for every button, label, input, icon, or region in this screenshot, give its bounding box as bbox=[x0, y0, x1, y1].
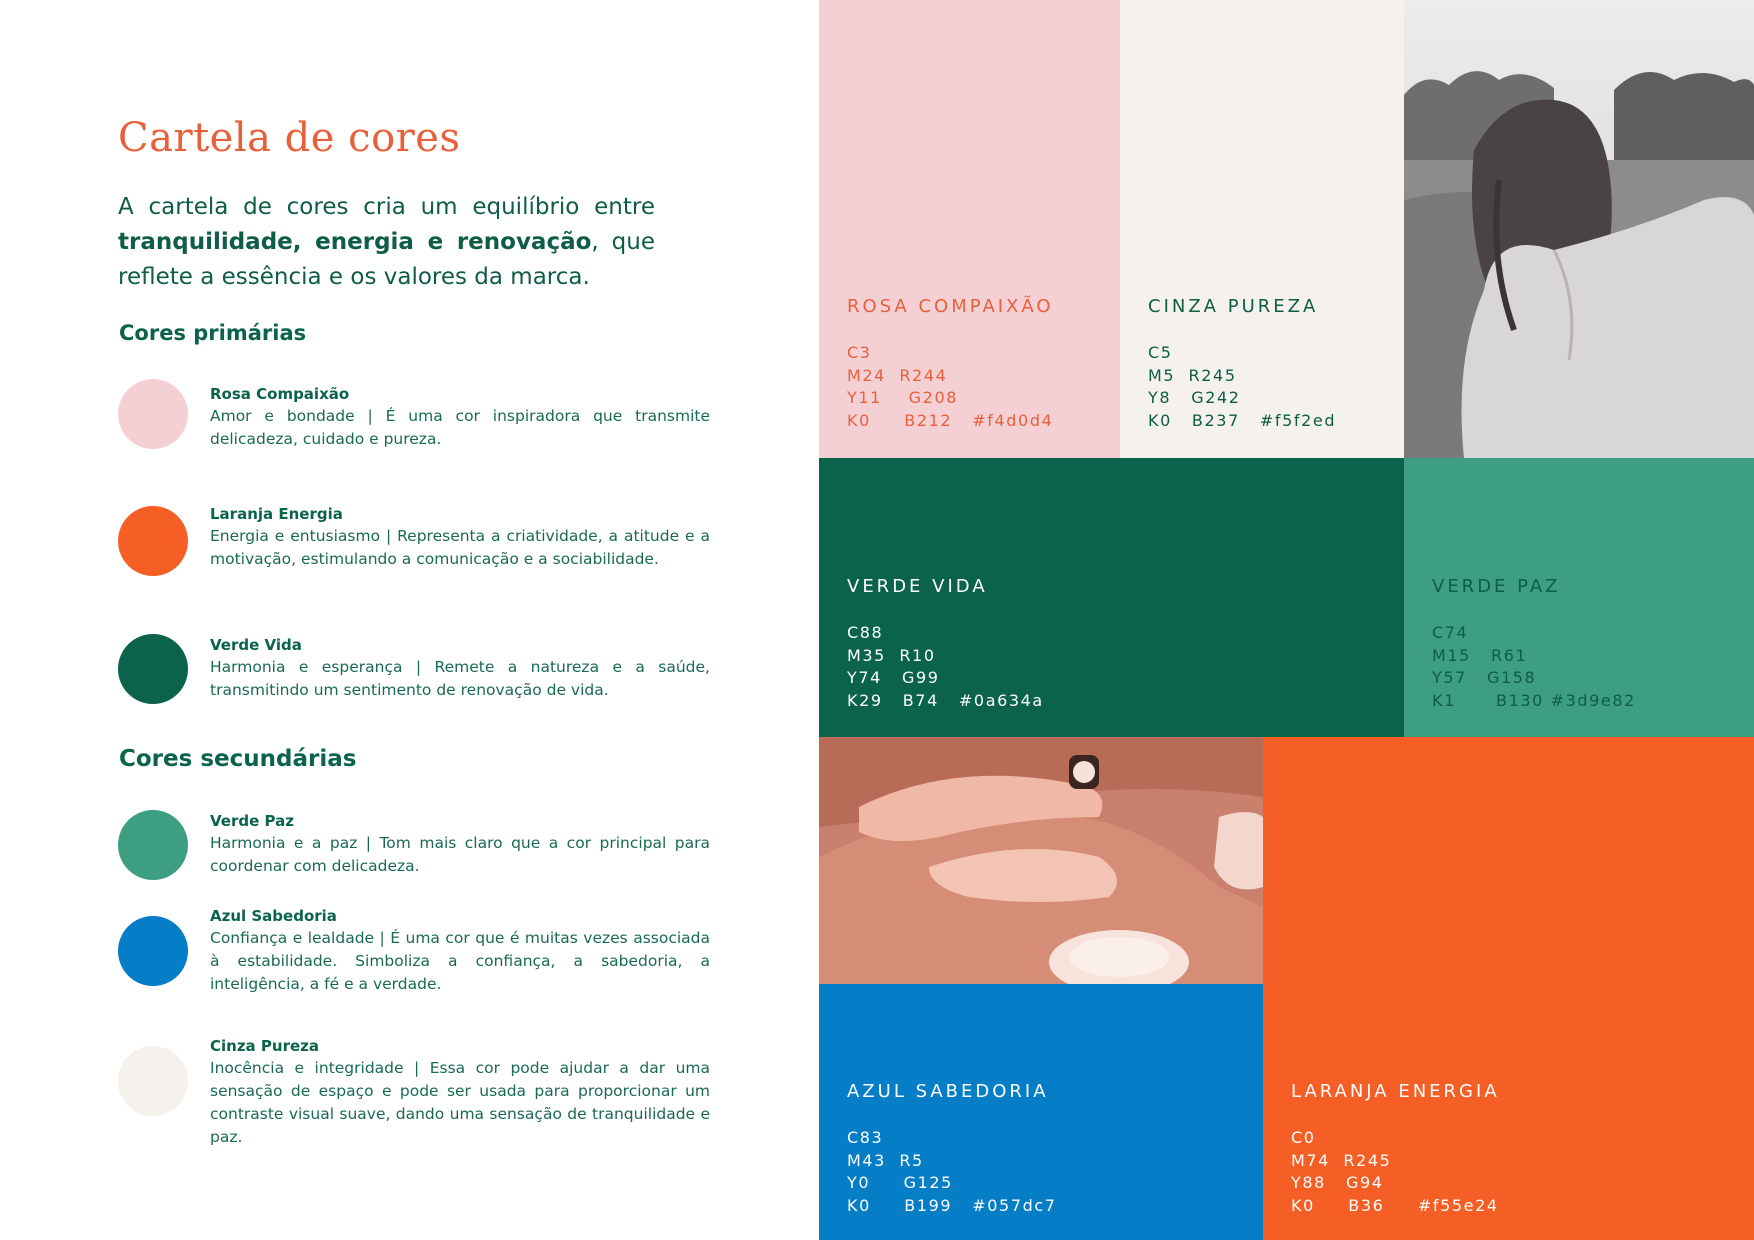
color-item-text bbox=[210, 383, 710, 451]
color-block-codes: C74 M15 R61 Y57 G158 K1 B130 #3d9e82 bbox=[1432, 623, 1636, 710]
intro-prefix: A cartela de cores cria um equilíbrio entre bbox=[118, 194, 655, 220]
intro-bold: tranquilidade, energia e renovação bbox=[118, 229, 592, 255]
color-name: Laranja Energia bbox=[210, 505, 343, 523]
left-panel bbox=[0, 0, 819, 1240]
color-block-cinza-pureza bbox=[1120, 0, 1404, 458]
color-block-verde-paz bbox=[1404, 458, 1754, 737]
color-block-codes: C5 M5 R245 Y8 G242 K0 B237 #f5f2ed bbox=[1148, 343, 1337, 430]
color-block-rosa-compaixao bbox=[819, 0, 1120, 458]
secondary-colors-heading: Cores secundárias bbox=[119, 746, 357, 772]
color-block-label: LARANJA ENERGIA bbox=[1291, 1081, 1500, 1102]
color-description: Energia e entusiasmo | Representa a criatividade, a atitude e a motivação, estimulando a comunicação e a sociabilidade. bbox=[210, 527, 710, 568]
color-block-laranja-energia bbox=[1263, 737, 1754, 1240]
color-description: Harmonia e esperança | Remete a natureza e a saúde, transmitindo um sentimento de renovação de vida. bbox=[210, 658, 710, 699]
color-block-label: AZUL SABEDORIA bbox=[847, 1081, 1049, 1102]
color-block-label: ROSA COMPAIXÃO bbox=[847, 296, 1054, 317]
swatch-verde-paz bbox=[118, 810, 188, 880]
photo-holding-hands-illustration bbox=[819, 737, 1263, 984]
intro-suffix: , que reflete a essência e os valores da marca. bbox=[118, 229, 655, 290]
page-title: Cartela de cores bbox=[118, 115, 461, 161]
color-block-azul-sabedoria bbox=[819, 984, 1263, 1240]
color-block-label: CINZA PUREZA bbox=[1148, 296, 1319, 317]
color-name: Cinza Pureza bbox=[210, 1037, 319, 1055]
color-description: Harmonia e a paz | Tom mais claro que a cor principal para coordenar com delicadeza. bbox=[210, 834, 710, 875]
color-item-text bbox=[210, 1035, 710, 1149]
intro-paragraph bbox=[118, 190, 655, 295]
color-block-codes: C3 M24 R244 Y11 G208 K0 B212 #f4d0d4 bbox=[847, 343, 1054, 430]
photo-woman-field bbox=[1404, 0, 1754, 458]
photo-holding-hands bbox=[819, 737, 1263, 984]
photo-woman-field-illustration bbox=[1404, 0, 1754, 458]
color-description: Inocência e integridade | Essa cor pode ajudar a dar uma sensação de espaço e pode ser usada para proporcionar um contraste visual suave, dando uma sensação de tranquilidade e paz. bbox=[210, 1059, 710, 1146]
color-item-text bbox=[210, 634, 710, 702]
color-block-label: VERDE VIDA bbox=[847, 576, 988, 597]
color-name: Verde Vida bbox=[210, 636, 302, 654]
color-name: Verde Paz bbox=[210, 812, 294, 830]
swatch-cinza-pureza bbox=[118, 1046, 188, 1116]
color-item-text bbox=[210, 503, 710, 571]
color-block-verde-vida bbox=[819, 458, 1404, 737]
swatch-verde-vida bbox=[118, 634, 188, 704]
color-block-label: VERDE PAZ bbox=[1432, 576, 1561, 597]
swatch-laranja-energia bbox=[118, 506, 188, 576]
color-block-codes: C88 M35 R10 Y74 G99 K29 B74 #0a634a bbox=[847, 623, 1044, 710]
primary-colors-heading: Cores primárias bbox=[119, 321, 307, 345]
color-name: Rosa Compaixão bbox=[210, 385, 350, 403]
color-description: Confiança e lealdade | É uma cor que é muitas vezes associada à estabilidade. Simboliza a confiança, a sabedoria, a inteligência, a fé e a verdade. bbox=[210, 929, 710, 993]
color-name: Azul Sabedoria bbox=[210, 907, 337, 925]
color-block-codes: C0 M74 R245 Y88 G94 K0 B36 #f55e24 bbox=[1291, 1128, 1499, 1215]
color-block-codes: C83 M43 R5 Y0 G125 K0 B199 #057dc7 bbox=[847, 1128, 1057, 1215]
color-item-text bbox=[210, 810, 710, 878]
color-item-text bbox=[210, 905, 710, 996]
swatch-rosa-compaixao bbox=[118, 379, 188, 449]
color-description: Amor e bondade | É uma cor inspiradora que transmite delicadeza, cuidado e pureza. bbox=[210, 407, 710, 448]
swatch-azul-sabedoria bbox=[118, 916, 188, 986]
